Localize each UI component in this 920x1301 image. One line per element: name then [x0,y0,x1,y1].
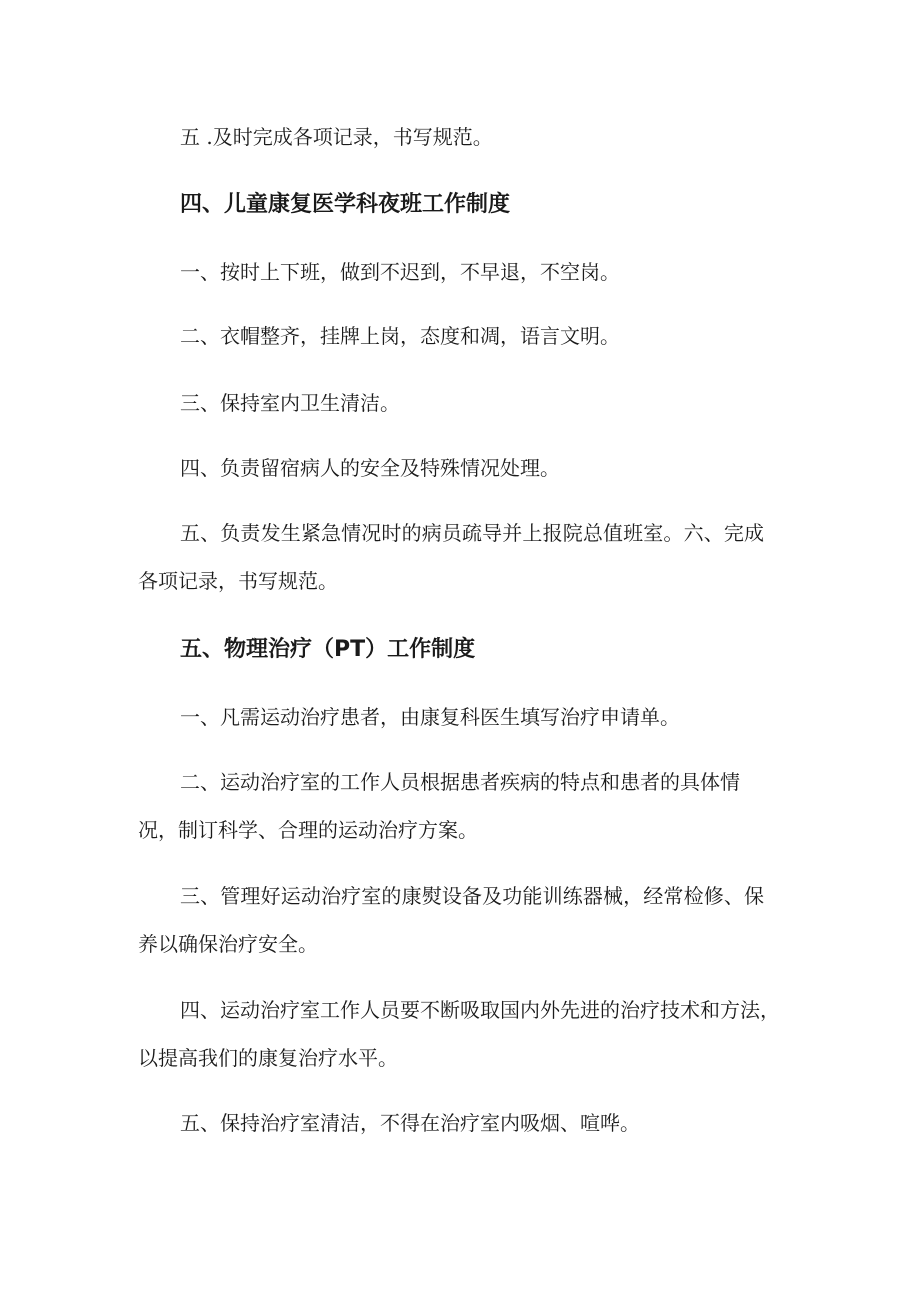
night-shift-item-5-line-1: 五、负责发生紧急情况时的病员疏导并上报院总值班室。六、完成 [180,521,764,545]
night-shift-item-3: 三、保持室内卫生清洁。 [180,391,400,415]
night-shift-item-4: 四、负责留宿病人的安全及特殊情况处理。 [180,456,560,480]
pt-item-3-line-1: 三、管理好运动治疗室的康熨设备及功能训练器械，经常检修、保 [180,884,764,908]
night-shift-item-1: 一、按时上下班，做到不迟到，不早退，不空岗。 [180,260,620,284]
night-shift-item-5-line-2: 各项记录，书写规范。 [138,569,338,593]
pt-item-4-line-1: 四、运动治疗室工作人员要不断吸取国内外先进的治疗技术和方法， [180,998,780,1022]
pt-item-2-line-1: 二、运动治疗室的工作人员根据患者疾病的特点和患者的具体情 [180,770,740,794]
pt-item-2-line-2: 况，制订科学、合理的运动治疗方案。 [138,818,478,842]
pt-item-1: 一、凡需运动治疗患者，由康复科医生填写治疗申请单。 [180,705,680,729]
night-shift-item-2: 二、衣帽整齐，挂牌上岗，态度和凋，语言文明。 [180,324,620,348]
item-5-records: 五 .及时完成各项记录，书写规范。 [180,125,493,149]
pt-item-3-line-2: 养以确保治疗安全。 [138,932,318,956]
pt-item-4-line-2: 以提高我们的康复治疗水平。 [138,1046,398,1070]
section-heading-pt: 五、物理治疗（PT）工作制度 [180,637,476,662]
pt-item-5: 五、保持治疗室清洁，不得在治疗室内吸烟、喧哗。 [180,1111,640,1135]
section-heading-night-shift: 四、儿童康复医学科夜班工作制度 [180,192,511,217]
